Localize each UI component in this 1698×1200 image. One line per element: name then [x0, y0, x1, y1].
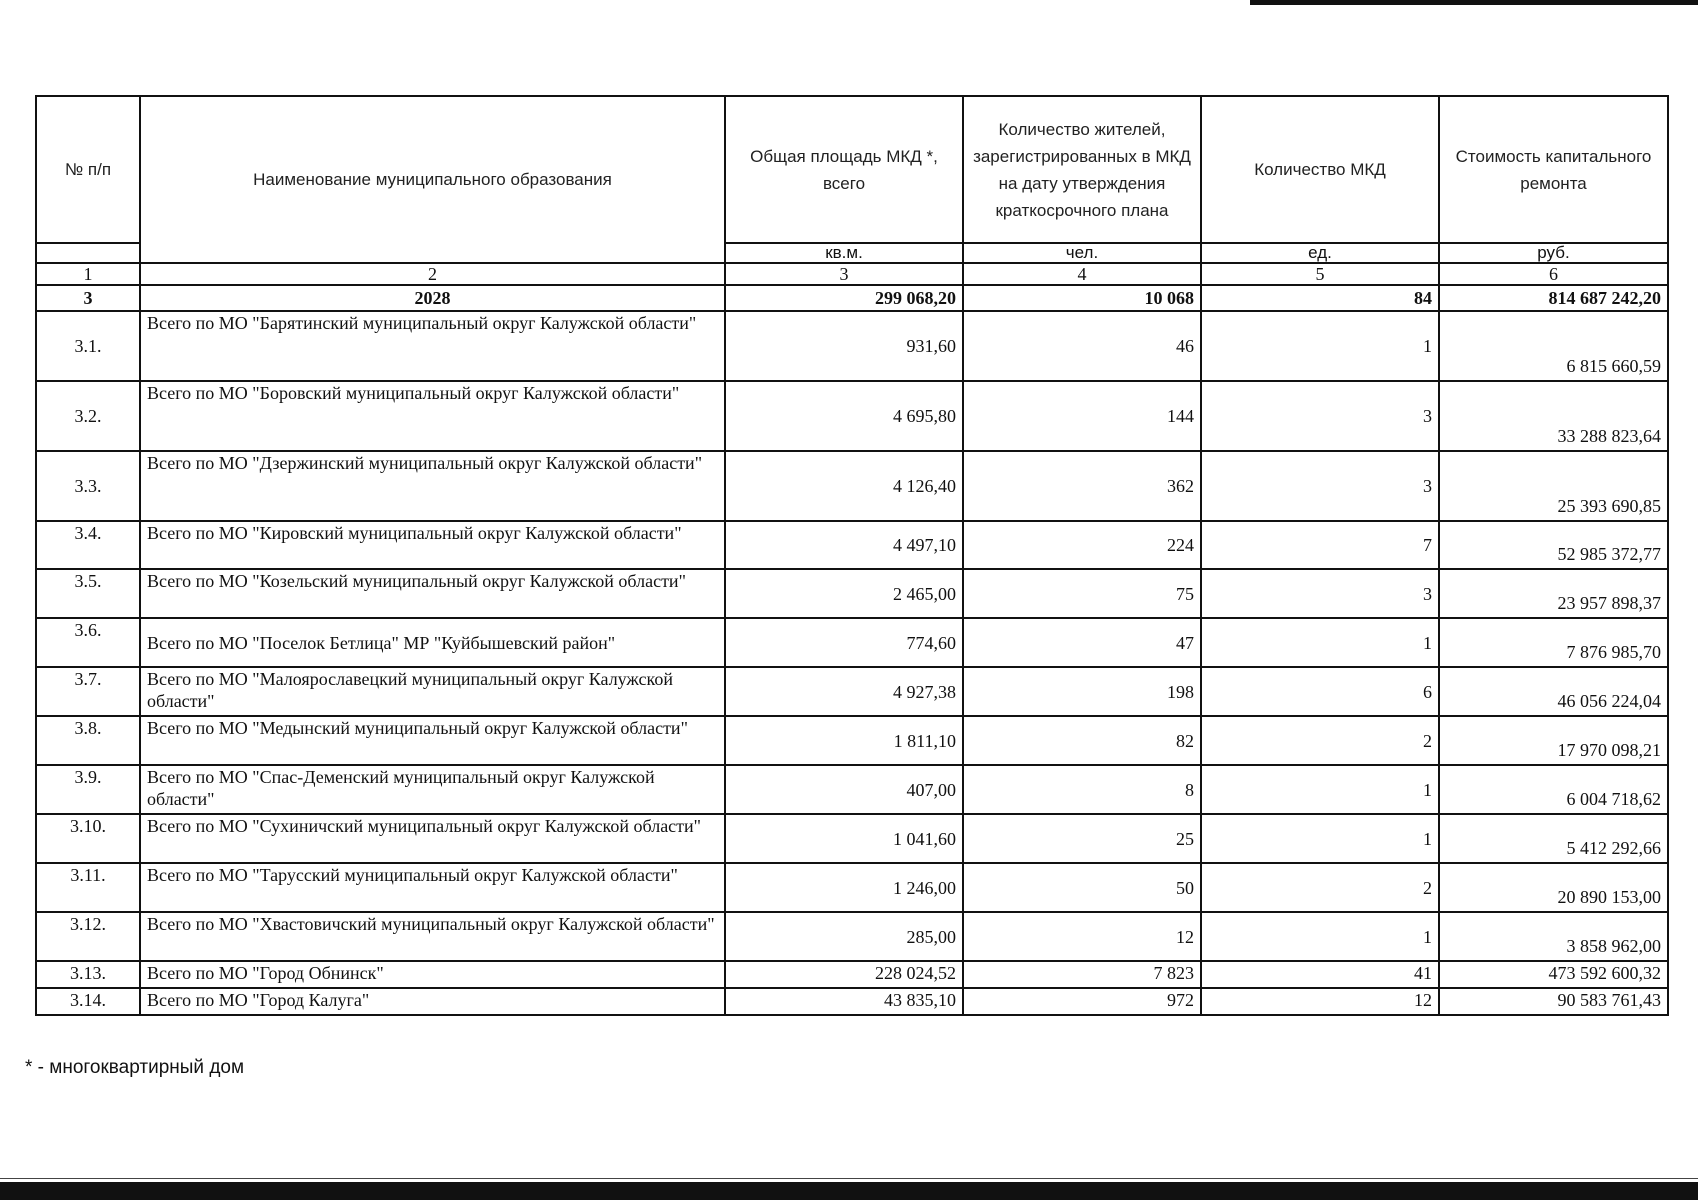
row-area: 285,00	[725, 912, 963, 961]
header-cost: Стоимость капитального ремонта	[1439, 96, 1668, 243]
row-name: Всего по МО "Боровский муниципальный округ Калужской области"	[140, 381, 725, 451]
total-residents: 10 068	[963, 285, 1201, 311]
table-row	[36, 814, 1668, 863]
row-residents: 12	[963, 912, 1201, 961]
table-row	[36, 716, 1668, 765]
row-name: Всего по МО "Кировский муниципальный округ Калужской области"	[140, 521, 725, 569]
row-name: Всего по МО "Спас-Деменский муниципальный округ Калужской области"	[140, 765, 725, 814]
table-row	[36, 988, 1668, 1015]
unit-residents: чел.	[963, 243, 1201, 263]
row-area: 4 126,40	[725, 451, 963, 521]
row-no: 3.14.	[36, 988, 140, 1015]
row-area: 1 246,00	[725, 863, 963, 912]
row-mkd-count: 2	[1201, 716, 1439, 765]
row-area: 774,60	[725, 618, 963, 667]
row-cost: 90 583 761,43	[1439, 988, 1668, 1015]
row-mkd-count: 3	[1201, 569, 1439, 618]
row-cost: 33 288 823,64	[1439, 381, 1668, 451]
row-name: Всего по МО "Козельский муниципальный округ Калужской области"	[140, 569, 725, 618]
row-no: 3.3.	[36, 451, 140, 521]
header-residents: Количество жителей, зарегистрированных в МКД на дату утверждения краткосрочного плана	[963, 96, 1201, 243]
row-no: 3.6.	[36, 618, 140, 667]
column-number: 6	[1439, 263, 1668, 285]
row-residents: 25	[963, 814, 1201, 863]
column-number: 2	[140, 263, 725, 285]
table-row	[36, 381, 1668, 451]
row-area: 4 927,38	[725, 667, 963, 716]
unit-mkd-count: ед.	[1201, 243, 1439, 263]
row-mkd-count: 6	[1201, 667, 1439, 716]
row-cost: 5 412 292,66	[1439, 814, 1668, 863]
row-mkd-count: 41	[1201, 961, 1439, 988]
header-row	[36, 96, 1668, 243]
row-mkd-count: 1	[1201, 311, 1439, 381]
scan-edge-top	[1250, 0, 1698, 5]
row-name: Всего по МО "Дзержинский муниципальный округ Калужской области"	[140, 451, 725, 521]
row-residents: 50	[963, 863, 1201, 912]
row-cost: 25 393 690,85	[1439, 451, 1668, 521]
row-mkd-count: 1	[1201, 814, 1439, 863]
row-name: Всего по МО "Город Обнинск"	[140, 961, 725, 988]
column-number: 3	[725, 263, 963, 285]
row-area: 1 041,60	[725, 814, 963, 863]
header-name: Наименование муниципального образования	[140, 96, 725, 263]
row-no: 3.12.	[36, 912, 140, 961]
row-area: 407,00	[725, 765, 963, 814]
row-name: Всего по МО "Город Калуга"	[140, 988, 725, 1015]
row-area: 4 497,10	[725, 521, 963, 569]
row-no: 3.13.	[36, 961, 140, 988]
row-area: 2 465,00	[725, 569, 963, 618]
scan-edge-bottom	[0, 1182, 1698, 1200]
total-row	[36, 285, 1668, 311]
row-name: Всего по МО "Сухиничский муниципальный округ Калужской области"	[140, 814, 725, 863]
row-mkd-count: 1	[1201, 765, 1439, 814]
row-mkd-count: 2	[1201, 863, 1439, 912]
row-no: 3.1.	[36, 311, 140, 381]
table-row	[36, 667, 1668, 716]
row-no: 3.4.	[36, 521, 140, 569]
row-mkd-count: 3	[1201, 381, 1439, 451]
row-no: 3.7.	[36, 667, 140, 716]
total-mkd-count: 84	[1201, 285, 1439, 311]
column-number: 1	[36, 263, 140, 285]
row-cost: 20 890 153,00	[1439, 863, 1668, 912]
total-year: 2028	[140, 285, 725, 311]
row-area: 228 024,52	[725, 961, 963, 988]
row-cost: 17 970 098,21	[1439, 716, 1668, 765]
row-name: Всего по МО "Малоярославецкий муниципальный округ Калужской области"	[140, 667, 725, 716]
row-residents: 82	[963, 716, 1201, 765]
table-row	[36, 863, 1668, 912]
row-residents: 972	[963, 988, 1201, 1015]
total-no: 3	[36, 285, 140, 311]
row-mkd-count: 1	[1201, 618, 1439, 667]
row-mkd-count: 1	[1201, 912, 1439, 961]
total-area: 299 068,20	[725, 285, 963, 311]
row-cost: 52 985 372,77	[1439, 521, 1668, 569]
table-row	[36, 451, 1668, 521]
table-row	[36, 311, 1668, 381]
row-residents: 198	[963, 667, 1201, 716]
capital-repair-table	[35, 95, 1669, 1016]
row-residents: 75	[963, 569, 1201, 618]
row-no: 3.2.	[36, 381, 140, 451]
row-cost: 7 876 985,70	[1439, 618, 1668, 667]
row-name: Всего по МО "Поселок Бетлица" МР "Куйбышевский район"	[140, 618, 725, 667]
unit-cost: руб.	[1439, 243, 1668, 263]
column-number: 4	[963, 263, 1201, 285]
row-area: 4 695,80	[725, 381, 963, 451]
row-cost: 6 815 660,59	[1439, 311, 1668, 381]
row-mkd-count: 12	[1201, 988, 1439, 1015]
row-cost: 23 957 898,37	[1439, 569, 1668, 618]
row-cost: 3 858 962,00	[1439, 912, 1668, 961]
row-residents: 144	[963, 381, 1201, 451]
row-no: 3.10.	[36, 814, 140, 863]
header-no: № п/п	[36, 96, 140, 243]
table-row	[36, 521, 1668, 569]
row-name: Всего по МО "Хвастовичский муниципальный округ Калужской области"	[140, 912, 725, 961]
table-row	[36, 618, 1668, 667]
unit-area: кв.м.	[725, 243, 963, 263]
row-cost: 6 004 718,62	[1439, 765, 1668, 814]
row-no: 3.5.	[36, 569, 140, 618]
row-area: 1 811,10	[725, 716, 963, 765]
row-no: 3.9.	[36, 765, 140, 814]
row-mkd-count: 3	[1201, 451, 1439, 521]
row-name: Всего по МО "Тарусский муниципальный округ Калужской области"	[140, 863, 725, 912]
row-mkd-count: 7	[1201, 521, 1439, 569]
row-name: Всего по МО "Барятинский муниципальный округ Калужской области"	[140, 311, 725, 381]
unit-no	[36, 243, 140, 263]
row-no: 3.8.	[36, 716, 140, 765]
row-residents: 362	[963, 451, 1201, 521]
row-residents: 7 823	[963, 961, 1201, 988]
column-numbers-row	[36, 263, 1668, 285]
total-cost: 814 687 242,20	[1439, 285, 1668, 311]
row-residents: 46	[963, 311, 1201, 381]
row-residents: 47	[963, 618, 1201, 667]
row-residents: 224	[963, 521, 1201, 569]
row-cost: 46 056 224,04	[1439, 667, 1668, 716]
table-row	[36, 912, 1668, 961]
row-no: 3.11.	[36, 863, 140, 912]
column-number: 5	[1201, 263, 1439, 285]
header-mkd-count: Количество МКД	[1201, 96, 1439, 243]
row-area: 931,60	[725, 311, 963, 381]
header-area: Общая площадь МКД *, всего	[725, 96, 963, 243]
table-row	[36, 765, 1668, 814]
table-row	[36, 569, 1668, 618]
row-residents: 8	[963, 765, 1201, 814]
scan-edge-line	[0, 1178, 1698, 1179]
row-area: 43 835,10	[725, 988, 963, 1015]
row-cost: 473 592 600,32	[1439, 961, 1668, 988]
table-row	[36, 961, 1668, 988]
row-name: Всего по МО "Медынский муниципальный округ Калужской области"	[140, 716, 725, 765]
footnote: * - многоквартирный дом	[25, 1057, 245, 1078]
